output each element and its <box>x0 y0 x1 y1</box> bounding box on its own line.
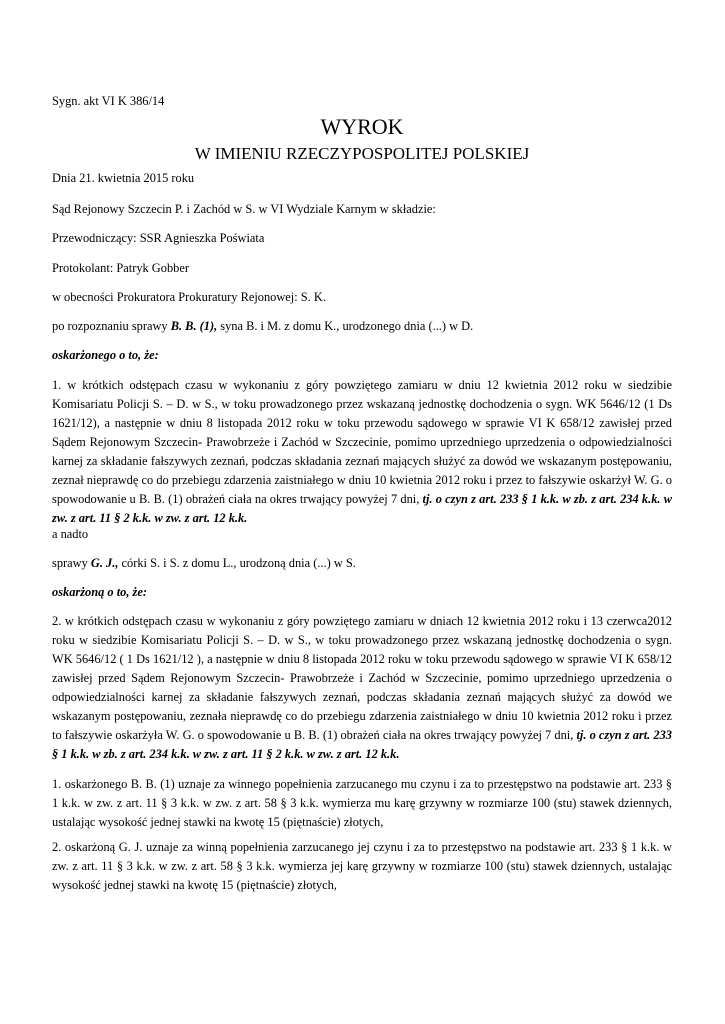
presiding-judge: Przewodniczący: SSR Agnieszka Poświata <box>52 231 265 245</box>
charge-1-paragraph <box>52 376 672 528</box>
charge-2-paragraph <box>52 612 672 764</box>
case-1-prefix: po rozpoznaniu sprawy <box>52 319 171 333</box>
verdict-item-2: 2. oskarżoną G. J. uznaje za winną popełnienia zarzucanego jej czynu i za to przestępstwo na podstawie art. 233 § 1 k.k. w zw. z art. 11 § 3 k.k. w zw. z art. 58 § 3 k.k. wymierza jej karę grzywny w rozmiarze 100 (stu) stawek dziennych, ustalając wysokość jednej stawki na kwotę 15 (piętnaście) złotych, <box>52 840 672 892</box>
case-1-intro <box>52 317 473 336</box>
charge-2-text: 2. w krótkich odstępach czasu w wykonaniu z góry powziętego zamiaru w dniach 12 kwietnia 2012 roku i 13 czerwca2012 roku w siedzibie Komisariatu Policji S. – D. w S., w toku prowadzonego przez wskazaną jednostkę dochodzenia o sygn. WK 5646/12 ( 1 Ds 1621/12 ), a następnie w dniu 8 listopada 2012 roku w toku przewodu sądowego w sprawie VI K 658/12 zawisłej przed Sądem Rejonowym Szczecin- Prawobrzeże i Zachód w Szczecinie, pomimo uprzedniego uprzedzenia o odpowiedzialności karnej za składanie fałszywych zeznań, podczas składania zeznań mających służyć za dowód we wskazanym postępowaniu, zeznała nieprawdę co do przebiegu zdarzenia zaistniałego w dniu 10 kwietnia 2012 roku i przez to fałszywie oskarżyła W. G. o spowodowanie u B. B. (1) obrażeń ciała na okres trwający powyżej 7 dni, <box>52 614 672 742</box>
charge-1-text: 1. w krótkich odstępach czasu w wykonaniu z góry powziętego zamiaru w dniu 12 kwietnia 2012 roku w siedzibie Komisariatu Policji S. – D. w S., w toku prowadzonego przez wskazaną jednostkę dochodzenia o sygn. WK 5646/12 (1 Ds 1621/12), a następnie w dniu 8 listopada 2012 roku w toku przewodu sądowego w sprawie VI K 658/12 zawisłej przed Sądem Rejonowym Szczecin- Prawobrzeże i Zachód w Szczecinie, pomimo uprzedniego uprzedzenia o odpowiedzialności karnej za składanie fałszywych zeznań, podczas składania zeznań mających służyć za dowód we wskazanym postępowaniu, zeznał nieprawdę co do przebiegu zdarzenia zaistniałego w dniu 10 kwietnia 2012 roku i przez to fałszywie oskarżył W. G. o spowodowanie u B. B. (1) obrażeń ciała na okres trwający powyżej 7 dni, <box>52 378 672 506</box>
case-2-suffix: córki S. i S. z domu L., urodzoną dnia (...) w S. <box>118 556 356 570</box>
document-subtitle: W IMIENIU RZECZYPOSPOLITEJ POLSKIEJ <box>194 144 530 163</box>
court-clerk: Protokolant: Patryk Gobber <box>52 261 189 275</box>
accused-1-heading: oskarżonego o to, że: <box>52 348 159 362</box>
charge-2-qualification: tj. o czyn z art. 233 § 1 k.k. w zb. z art. 234 k.k. w zw. z art. 11 § 2 k.k. w zw. z art. 12 k.k. <box>52 728 672 761</box>
and-also-text: a nadto <box>52 527 89 541</box>
case-1-suffix: syna B. i M. z domu K., urodzonego dnia (...) w D. <box>217 319 474 333</box>
court-composition: Sąd Rejonowy Szczecin P. i Zachód w S. w VI Wydziale Karnym w składzie: <box>52 202 436 216</box>
accused-2-heading: oskarżoną o to, że: <box>52 585 148 599</box>
document-title: WYROK <box>320 114 404 139</box>
verdict-item-1: 1. oskarżonego B. B. (1) uznaje za winnego popełnienia zarzucanego mu czynu i za to przestępstwo na podstawie art. 233 § 1 k.k. w zw. z art. 11 § 3 k.k. w zw. z art. 58 § 3 k.k. wymierza mu karę grzywny w rozmiarze 100 (stu) stawek dziennych, ustalając wysokość jednej stawki na kwotę 15 (piętnaście) złotych, <box>52 777 672 829</box>
prosecutor-presence: w obecności Prokuratora Prokuratury Rejonowej: S. K. <box>52 290 326 304</box>
case-signature: Sygn. akt VI K 386/14 <box>52 94 165 108</box>
judgment-date: Dnia 21. kwietnia 2015 roku <box>52 171 195 185</box>
case-2-intro <box>52 554 356 573</box>
accused-2-name: G. J., <box>90 556 119 570</box>
case-2-prefix: sprawy <box>52 556 91 570</box>
accused-1-name: B. B. (1), <box>170 319 218 333</box>
charge-1-qualification: tj. o czyn z art. 233 § 1 k.k. w zb. z art. 234 k.k. w zw. z art. 11 § 2 k.k. w zw. z art. 12 k.k. <box>52 492 672 525</box>
